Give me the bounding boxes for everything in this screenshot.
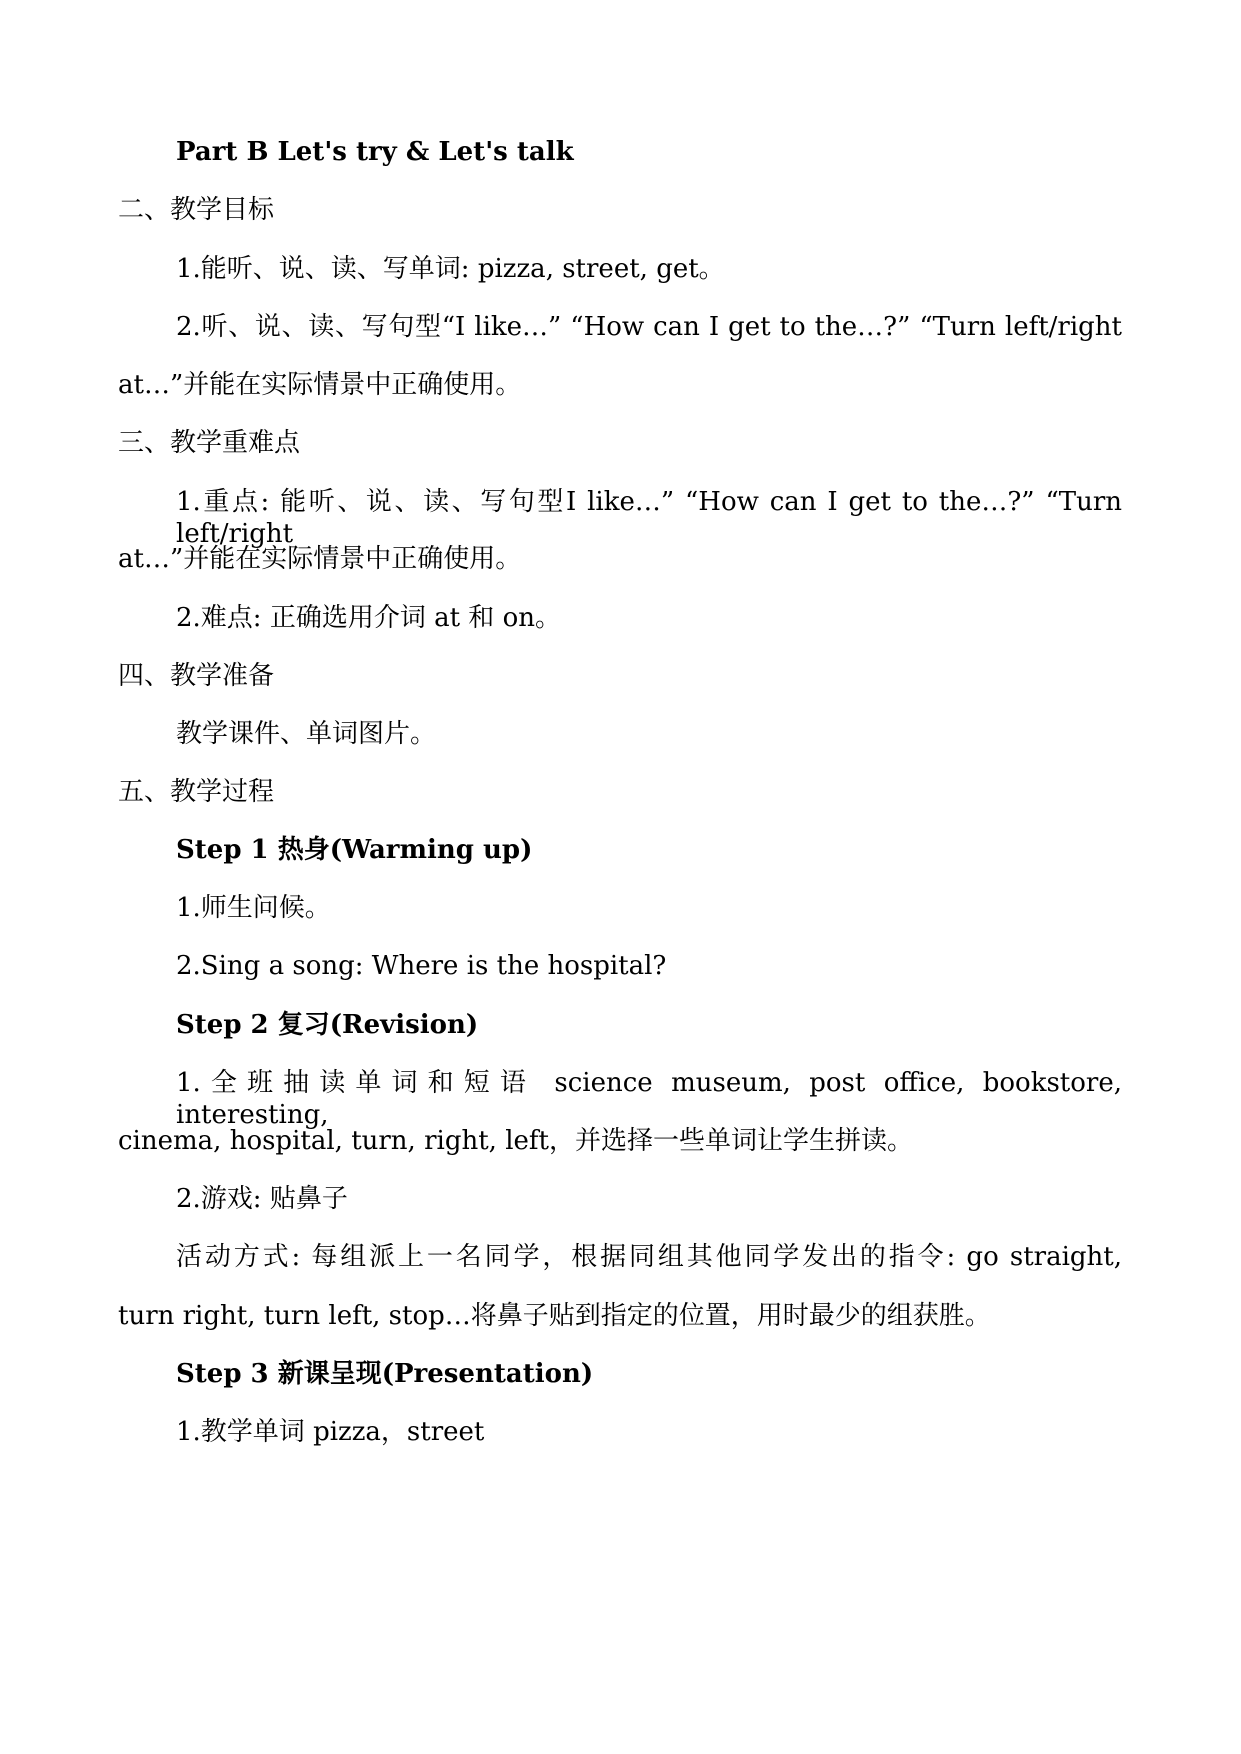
keypoint-1-line-2: at…”并能在实际情景中正确使用。 bbox=[118, 544, 522, 574]
keypoints-heading: 三、教学重难点 bbox=[118, 428, 301, 458]
document-title: Part B Let's try & Let's talk bbox=[176, 137, 574, 167]
step2-heading: Step 2 复习(Revision) bbox=[176, 1010, 479, 1040]
step2-item-2: 2.游戏: 贴鼻子 bbox=[176, 1184, 348, 1214]
step1-item-1: 1.师生问候。 bbox=[176, 893, 331, 923]
process-heading: 五、教学过程 bbox=[118, 777, 275, 807]
prep-heading: 四、教学准备 bbox=[118, 661, 275, 691]
prep-text: 教学课件、单词图片。 bbox=[176, 719, 437, 749]
keypoint-1-line-1: 1.重点: 能听、说、读、写句型I like…” “How can I get to the…?” “Turn left/right bbox=[176, 487, 1122, 549]
step2-activity-line-2: turn right, turn left, stop…将鼻子贴到指定的位置，用时最少的组获胜。 bbox=[118, 1301, 991, 1331]
step2-item-1-line-1: 1.全班抽读单词和短语 science museum, post office, bookstore, interesting, bbox=[176, 1068, 1122, 1130]
step1-heading: Step 1 热身(Warming up) bbox=[176, 835, 533, 865]
step3-heading: Step 3 新课呈现(Presentation) bbox=[176, 1359, 594, 1389]
step2-activity-line-1: 活动方式: 每组派上一名同学，根据同组其他同学发出的指令: go straight, bbox=[176, 1242, 1122, 1272]
goal-1: 1.能听、说、读、写单词: pizza, street, get。 bbox=[176, 254, 725, 284]
step2-item-1-line-2: cinema, hospital, turn, right, left，并选择一些单词让学生拼读。 bbox=[118, 1126, 913, 1156]
keypoint-2: 2.难点: 正确选用介词 at 和 on。 bbox=[176, 603, 561, 633]
goal-2-line-2: at…”并能在实际情景中正确使用。 bbox=[118, 370, 522, 400]
goals-heading: 二、教学目标 bbox=[118, 195, 275, 225]
step1-item-2: 2.Sing a song: Where is the hospital? bbox=[176, 951, 667, 981]
goal-2-line-1: 2.听、说、读、写句型“I like…” “How can I get to the…?” “Turn left/right bbox=[176, 312, 1122, 342]
step3-item-1: 1.教学单词 pizza，street bbox=[176, 1417, 485, 1447]
